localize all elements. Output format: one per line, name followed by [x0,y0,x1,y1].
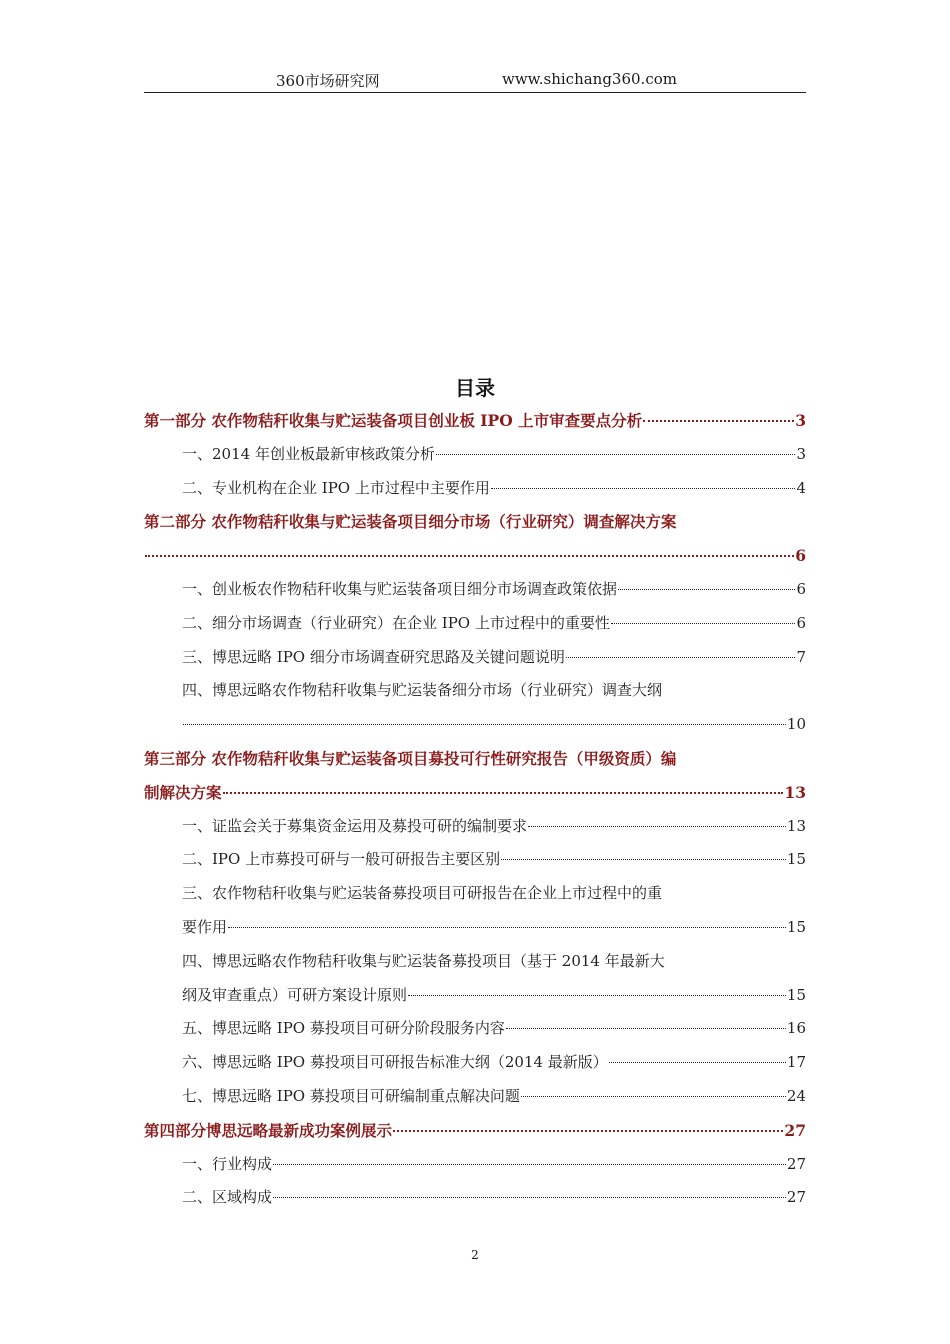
toc-entry-part-1[interactable] [144,404,806,438]
toc-entry-label: 纲及审查重点）可研方案设计原则 [182,985,408,1004]
toc-entry-2-4-line2[interactable] [144,708,806,742]
page-header [144,68,806,93]
dot-leader [521,1096,786,1097]
toc-entry-page: 3 [795,411,806,430]
toc-entry-3-2[interactable] [144,843,806,877]
dot-leader [501,859,786,860]
toc-entry-label: 四、博思远略农作物秸秆收集与贮运装备募投项目（基于 2014 年最新大 [182,951,665,970]
toc-entry-label: 三、农作物秸秆收集与贮运装备募投项目可研报告在企业上市过程中的重 [182,884,663,903]
toc-entry-4-1[interactable] [144,1148,806,1182]
dot-leader [408,995,786,996]
dot-leader [145,555,794,557]
dot-leader [393,1130,783,1132]
toc-entry-label: 一、证监会关于募集资金运用及募投可研的编制要求 [182,816,528,835]
toc-entry-part-3-line1[interactable] [144,742,806,776]
toc-entry-label: 五、博思远略 IPO 募投项目可研分阶段服务内容 [182,1019,505,1038]
toc-entry-3-5[interactable] [144,1012,806,1046]
toc-entry-3-7[interactable] [144,1080,806,1114]
toc-entry-page: 6 [795,546,806,566]
site-name: 360市场研究网 [276,72,380,90]
dot-leader [273,1197,786,1198]
toc-entry-3-4-line2[interactable] [144,979,806,1013]
toc-entry-3-6[interactable] [144,1046,806,1080]
toc-entry-4-2[interactable] [144,1181,806,1215]
toc-entry-page: 10 [786,715,806,734]
toc-entry-2-2[interactable] [144,607,806,641]
toc-entry-page: 6 [796,613,806,632]
toc-entry-label: 第三部分 农作物秸秆收集与贮运装备项目募投可行性研究报告（甲级资质）编 [144,748,677,768]
toc-entry-part-2-line2[interactable] [144,539,806,573]
toc-entry-label: 第四部分博思远略最新成功案例展示 [144,1120,393,1140]
toc-entry-label: 第二部分 农作物秸秆收集与贮运装备项目细分市场（行业研究）调查解决方案 [144,512,677,532]
toc-entry-label: 三、博思远略 IPO 细分市场调查研究思路及关键问题说明 [182,647,565,666]
dot-leader [436,454,796,455]
toc-entry-2-4-line1[interactable] [144,674,806,708]
toc-entry-3-3-line2[interactable] [144,911,806,945]
toc-entry-label: 二、IPO 上市募投可研与一般可研报告主要区别 [182,850,501,869]
toc-entry-2-1[interactable] [144,573,806,607]
dot-leader [183,724,786,725]
toc-entry-page: 13 [784,782,806,802]
toc-entry-page: 6 [796,579,806,598]
toc-entry-2-3[interactable] [144,641,806,675]
toc-entry-page: 27 [786,1154,806,1173]
toc-entry-label: 要作用 [182,917,228,936]
dot-leader [506,1028,786,1029]
site-url: www.shichang360.com [502,70,677,88]
toc-entry-label: 六、博思远略 IPO 募投项目可研报告标准大纲（2014 最新版） [182,1053,608,1072]
toc-entry-page: 3 [796,444,806,463]
dot-leader [223,792,784,794]
toc-entry-label: 一、行业构成 [182,1154,273,1173]
toc-entry-page: 7 [796,647,806,666]
dot-leader [491,488,796,489]
toc-entry-page: 24 [786,1086,806,1105]
dot-leader [643,420,794,422]
toc-title: 目录 [455,376,495,400]
toc-entry-page: 15 [786,985,806,1004]
dot-leader [528,826,786,827]
toc-entry-page: 27 [786,1188,806,1207]
toc-entry-page: 17 [786,1053,806,1072]
toc-entry-3-3-line1[interactable] [144,877,806,911]
page-number: 2 [471,1248,479,1262]
toc-entry-page: 16 [786,1019,806,1038]
toc-entry-1-1[interactable] [144,438,806,472]
toc-entry-3-1[interactable] [144,810,806,844]
toc-entry-label: 一、2014 年创业板最新审核政策分析 [182,444,435,463]
table-of-contents [144,404,806,1215]
toc-entry-label: 七、博思远略 IPO 募投项目可研编制重点解决问题 [182,1086,520,1105]
toc-entry-label: 二、细分市场调查（行业研究）在企业 IPO 上市过程中的重要性 [182,613,610,632]
toc-entry-label: 制解决方案 [144,782,222,802]
toc-entry-part-4[interactable] [144,1114,806,1148]
toc-entry-page: 4 [796,478,806,497]
toc-entry-label: 第一部分 农作物秸秆收集与贮运装备项目创业板 IPO 上市审查要点分析 [144,411,643,430]
toc-entry-label: 四、博思远略农作物秸秆收集与贮运装备细分市场（行业研究）调查大纲 [182,681,663,700]
toc-entry-page: 15 [786,917,806,936]
toc-entry-part-2-line1[interactable] [144,505,806,539]
toc-entry-page: 27 [784,1120,806,1140]
toc-entry-1-2[interactable] [144,472,806,506]
toc-entry-part-3-line2[interactable] [144,776,806,810]
dot-leader [611,623,796,624]
dot-leader [566,657,796,658]
toc-entry-label: 一、创业板农作物秸秆收集与贮运装备项目细分市场调查政策依据 [182,579,618,598]
toc-entry-label: 二、区域构成 [182,1188,273,1207]
dot-leader [273,1164,786,1165]
toc-entry-label: 二、专业机构在企业 IPO 上市过程中主要作用 [182,478,490,497]
dot-leader [618,589,795,590]
dot-leader [609,1062,786,1063]
toc-entry-3-4-line1[interactable] [144,945,806,979]
toc-entry-page: 15 [786,850,806,869]
toc-entry-page: 13 [786,816,806,835]
dot-leader [228,927,786,928]
